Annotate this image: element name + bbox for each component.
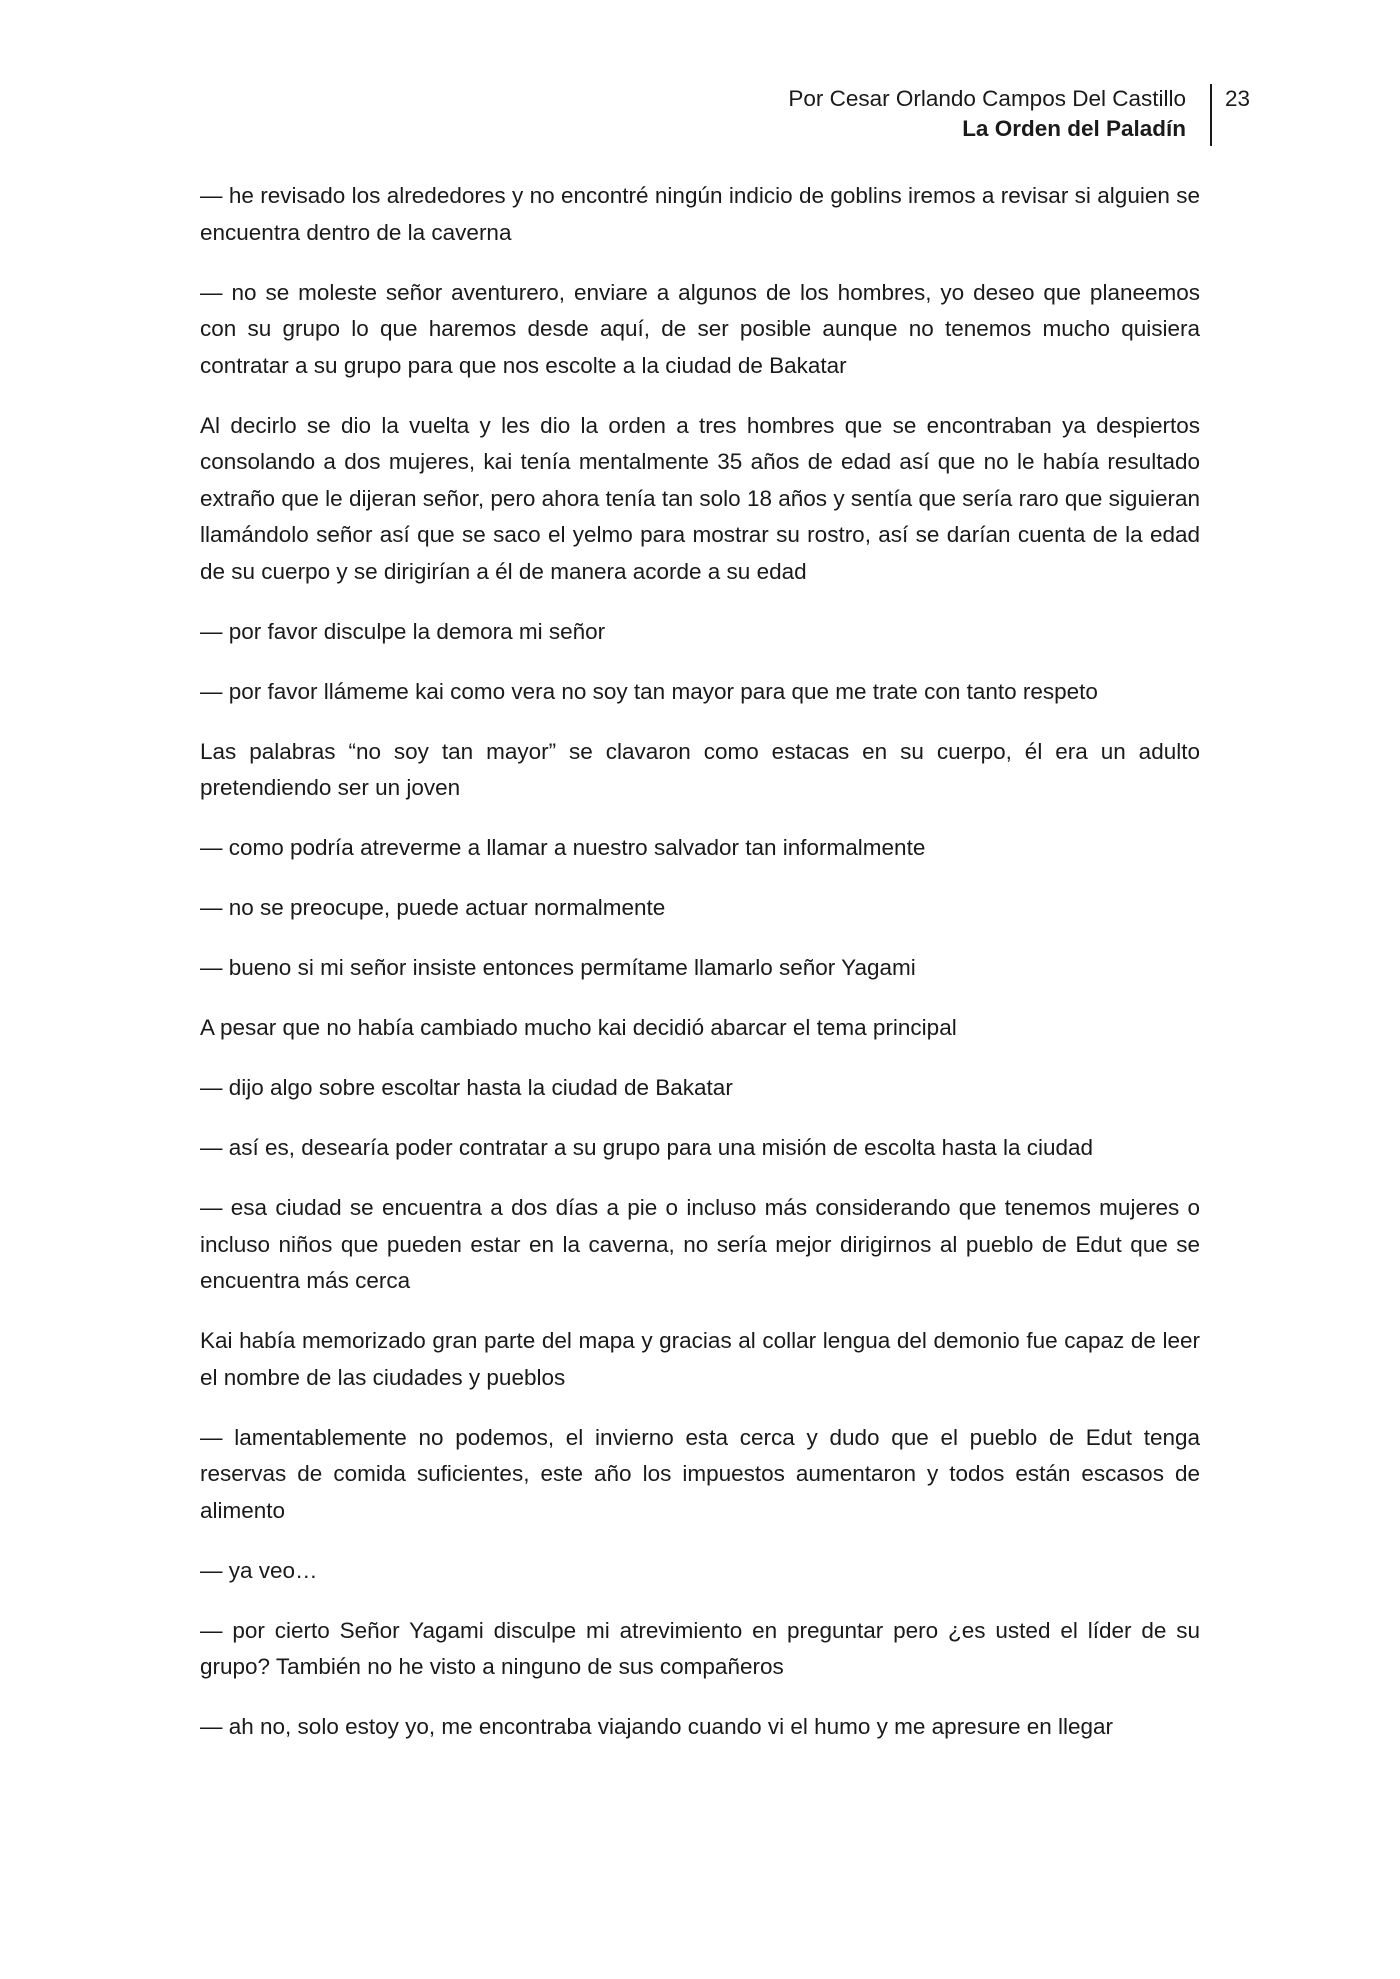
- paragraph: — ya veo…: [200, 1557, 318, 1583]
- paragraph: — por favor llámeme kai como vera no soy tan mayor para que me trate con tanto respeto: [200, 678, 1098, 704]
- header-book-title: La Orden del Paladín: [962, 116, 1186, 141]
- paragraph: A pesar que no había cambiado mucho kai decidió abarcar el tema principal: [200, 1015, 957, 1040]
- body-text: [200, 178, 1200, 1769]
- paragraph: — bueno si mi señor insiste entonces permítame llamarlo señor Yagami: [200, 955, 916, 980]
- paragraph: — como podría atreverme a llamar a nuestro salvador tan informalmente: [200, 835, 926, 860]
- paragraph: — lamentablemente no podemos, el invierno esta cerca y dudo que el pueblo de Edut tenga reservas de comida suficientes, este año los impuestos aumentaron y todos están escasos de alimento: [200, 1424, 1200, 1523]
- paragraph: — ah no, solo estoy yo, me encontraba viajando cuando vi el humo y me apresure en llegar: [200, 1714, 1114, 1739]
- paragraph: Las palabras “no soy tan mayor” se clavaron como estacas en su cuerpo, él era un adulto pretendiendo ser un joven: [200, 738, 1200, 800]
- page-number: 23: [1225, 86, 1251, 111]
- paragraph: — esa ciudad se encuentra a dos días a pie o incluso más considerando que tenemos mujeres o incluso niños que pueden estar en la caverna, no sería mejor dirigirnos al pueblo de Edut que se encuentra más cerca: [200, 1195, 1200, 1293]
- paragraph: — así es, desearía poder contratar a su grupo para una misión de escolta hasta la ciudad: [200, 1135, 1094, 1160]
- paragraph: Kai había memorizado gran parte del mapa y gracias al collar lengua del demonio fue capaz de leer el nombre de las ciudades y pueblos: [200, 1328, 1200, 1390]
- paragraph: — no se moleste señor aventurero, enviare a algunos de los hombres, yo deseo que planeemos con su grupo lo que haremos desde aquí, de ser posible aunque no tenemos mucho quisiera contratar a su grupo para que nos escolte a la ciudad de Bakatar: [200, 279, 1200, 378]
- paragraph: — no se preocupe, puede actuar normalmente: [200, 895, 666, 920]
- header-text: [788, 84, 1186, 144]
- page-header: [512, 84, 1212, 146]
- paragraph: — por cierto Señor Yagami disculpe mi atrevimiento en preguntar pero ¿es usted el líder de su grupo? También no he visto a ninguno de sus compañeros: [200, 1617, 1200, 1679]
- paragraph: Al decirlo se dio la vuelta y les dio la orden a tres hombres que se encontraban ya despiertos consolando a dos mujeres, kai tenía mentalmente 35 años de edad así que no le había resultado extraño que le dijeran señor, pero ahora tenía tan solo 18 años y sentía que sería raro que siguieran llamándolo señor así que se saco el yelmo para mostrar su rostro, así se darían cuenta de la edad de su cuerpo y se dirigirían a él de manera acorde a su edad: [200, 412, 1200, 584]
- header-divider: [1210, 84, 1212, 146]
- header-author: Por Cesar Orlando Campos Del Castillo: [788, 86, 1186, 111]
- paragraph: — por favor disculpe la demora mi señor: [200, 618, 606, 644]
- paragraph: — dijo algo sobre escoltar hasta la ciudad de Bakatar: [200, 1075, 733, 1100]
- paragraph: — he revisado los alrededores y no encontré ningún indicio de goblins iremos a revisar si alguien se encuentra dentro de la caverna: [200, 183, 1200, 245]
